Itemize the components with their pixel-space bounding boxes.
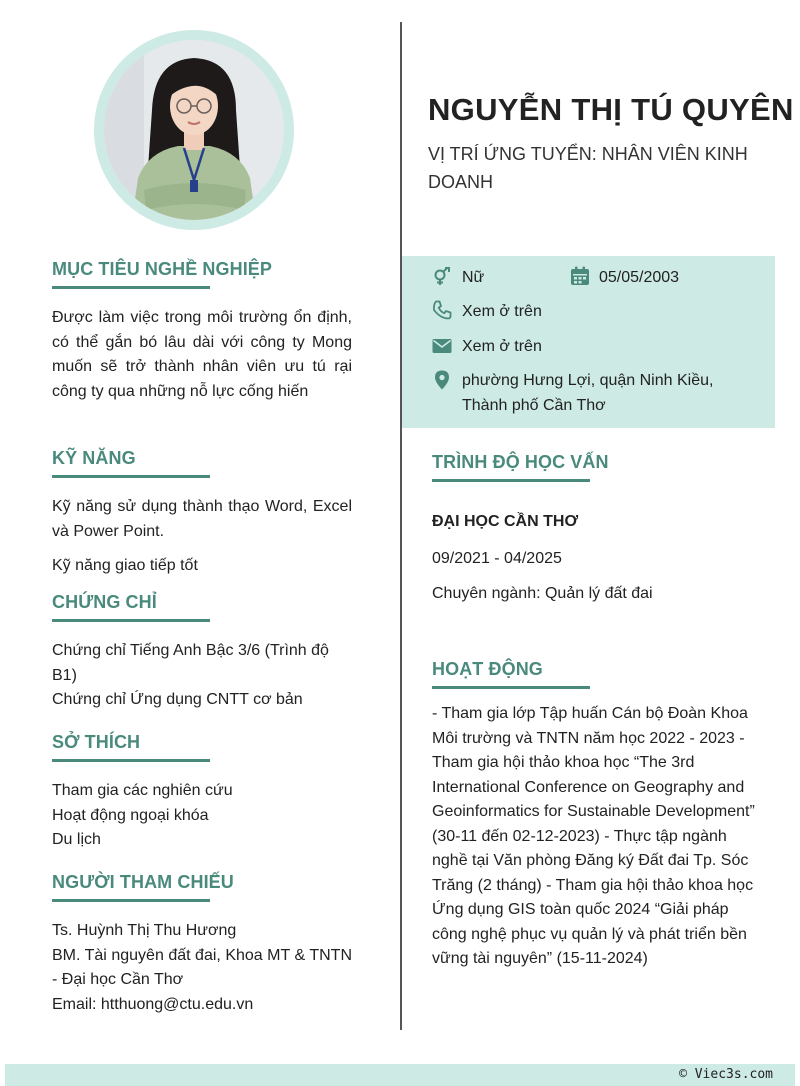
section-underline	[52, 619, 210, 622]
birthday-value: 05/05/2003	[599, 269, 680, 286]
gender-icon	[432, 267, 452, 287]
objective-section	[52, 259, 352, 404]
contact-panel	[402, 256, 775, 428]
section-title: TRÌNH ĐỘ HỌC VẤN	[432, 452, 609, 472]
section-underline	[52, 899, 210, 902]
certificates-section	[52, 592, 352, 713]
section-title: MỤC TIÊU NGHỀ NGHIỆP	[52, 259, 273, 279]
section-title: SỞ THÍCH	[52, 732, 141, 752]
section-title: HOẠT ĐỘNG	[432, 659, 543, 679]
section-underline	[52, 286, 210, 289]
list-item: Kỹ năng giao tiếp tốt	[52, 557, 198, 574]
reference-email: Email: htthuong@ctu.edu.vn	[52, 995, 254, 1013]
footer-bar	[5, 1064, 795, 1086]
candidate-name: NGUYỄN THỊ TÚ QUYÊN	[428, 92, 794, 127]
section-title: CHỨNG CHỈ	[52, 592, 157, 612]
list-item: Chứng chỉ Tiếng Anh Bậc 3/6 (Trình độ B1)	[52, 642, 329, 684]
avatar-photo	[104, 40, 284, 220]
section-underline	[52, 759, 210, 762]
calendar-icon	[570, 266, 590, 286]
phone-icon	[432, 300, 452, 320]
hobbies-section	[52, 732, 352, 853]
email-icon	[432, 336, 452, 356]
applied-position: VỊ TRÍ ỨNG TUYỂN: NHÂN VIÊN KINH DOANH	[428, 144, 748, 192]
skills-section	[52, 448, 352, 579]
address-line-1: phường Hưng Lợi, quận Ninh Kiều,	[462, 372, 714, 389]
email-value: Xem ở trên	[462, 338, 542, 355]
address-line-2: Thành phố Cần Thơ	[462, 397, 606, 414]
reference-organization: BM. Tài nguyên đất đai, Khoa MT & TNTN - Đại học Cần Thơ	[52, 946, 352, 988]
avatar-ring	[94, 30, 294, 230]
section-underline	[52, 475, 210, 478]
objective-text: Được làm việc trong môi trường ổn định, có thể gắn bó lâu dài với công ty Mong muốn sẽ trở thành nhân viên ưu tú rại công ty qua những nỗ lực cống hiến	[52, 309, 352, 400]
list-item: Kỹ năng sử dụng thành thạo Word, Excel và Power Point.	[52, 498, 352, 540]
study-period: 09/2021 - 04/2025	[432, 549, 562, 567]
section-title: KỸ NĂNG	[52, 448, 136, 468]
activities-text: - Tham gia lớp Tập huấn Cán bộ Đoàn Khoa Môi trường và TNTN năm học 2022 - 2023 - Tham gia hội thảo khoa học “The 3rd International Conference on Geography and Geoinformatics for Sustainable Development” (30-11 đến 02-12-2023) - Thực tập ngành nghề tại Văn phòng Đăng ký Đất đai Tp. Sóc Trăng (2 tháng) - Tham gia hội thảo khoa học Ứng dụng GIS toàn quốc 2024 “Giải pháp công nghệ phục vụ quản lý và phát triển bền vững tài nguyên” (15-11-2024)	[432, 705, 755, 967]
phone-value: Xem ở trên	[462, 303, 542, 320]
activities-section	[432, 659, 762, 972]
reference-name: Ts. Huỳnh Thị Thu Hương	[52, 922, 237, 939]
list-item: Chứng chỉ Ứng dụng CNTT cơ bản	[52, 691, 303, 708]
section-underline	[432, 686, 590, 689]
list-item: Hoạt động ngoại khóa	[52, 806, 209, 824]
school-name: ĐẠI HỌC CẦN THƠ	[432, 513, 579, 530]
education-section	[432, 452, 762, 607]
list-item: Tham gia các nghiên cứu	[52, 782, 233, 799]
avatar	[104, 40, 284, 220]
section-title: NGƯỜI THAM CHIẾU	[52, 872, 234, 892]
gender-value: Nữ	[462, 269, 485, 286]
references-section	[52, 872, 352, 1017]
section-underline	[432, 479, 590, 482]
column-divider	[400, 22, 402, 1030]
location-pin-icon	[432, 370, 452, 390]
list-item: Du lịch	[52, 831, 101, 848]
major: Chuyên ngành: Quản lý đất đai	[432, 585, 653, 602]
footer-credit: © Viec3s.com	[679, 1067, 773, 1082]
